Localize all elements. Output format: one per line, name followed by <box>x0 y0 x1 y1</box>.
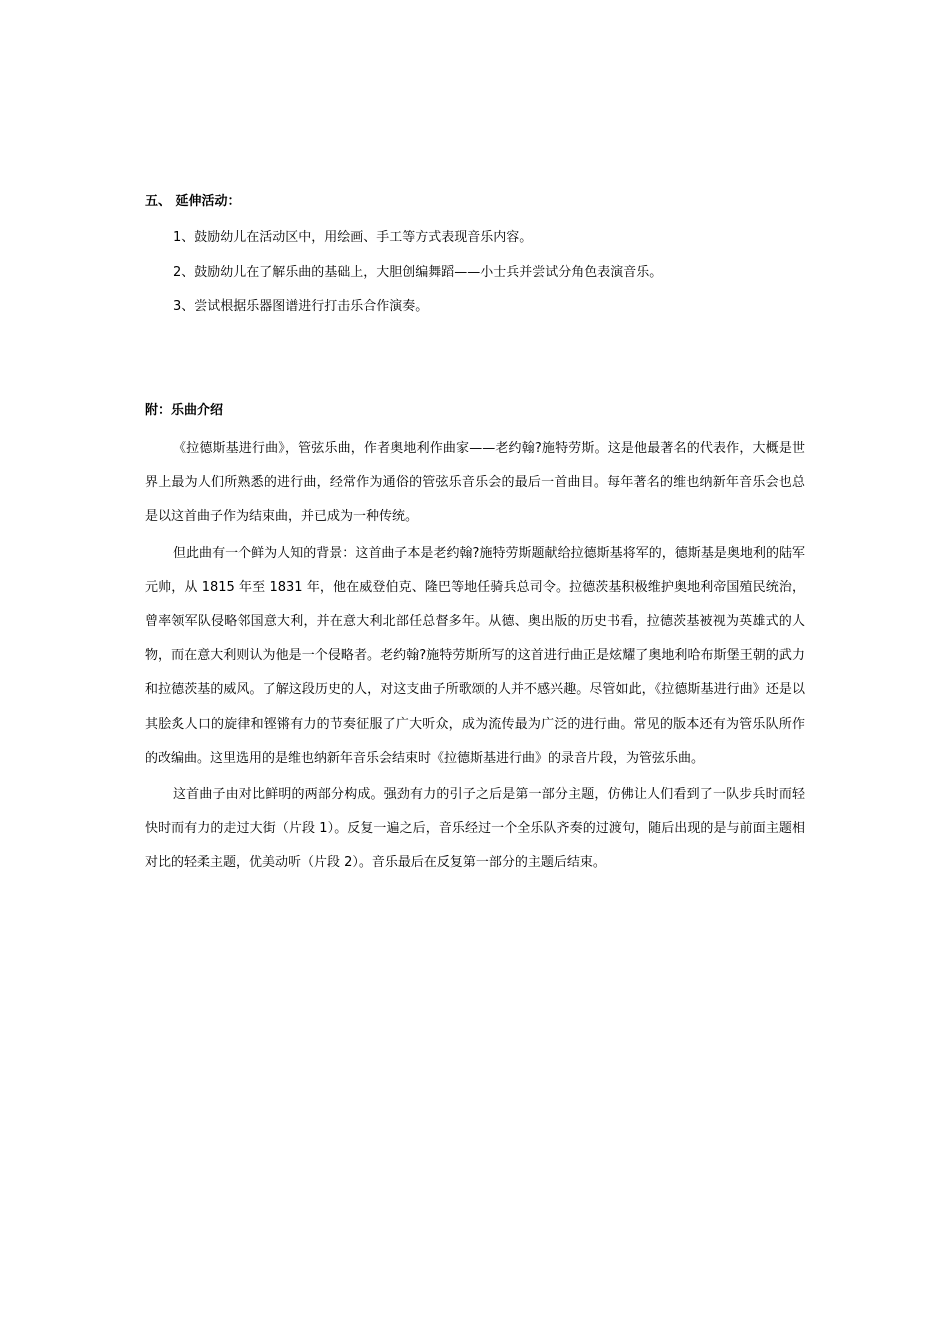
appendix-heading: 附：乐曲介绍 <box>145 403 224 418</box>
intro-paragraph-1: 《拉德斯基进行曲》，管弦乐曲，作者奥地利作曲家——老约翰?施特劳斯。这是他最著名的代表作，大概是世界上最为人们所熟悉的进行曲，经常作为通俗的管弦乐音乐会的最后一首曲目。每年著名的维也纳新年音乐会也总是以这首曲子作为结束曲，并已成为一种传统。 <box>145 441 805 525</box>
extension-item-3: 3、尝试根据乐器图谱进行打击乐合作演奏。 <box>173 299 429 314</box>
extension-item-1: 1、鼓励幼儿在活动区中，用绘画、手工等方式表现音乐内容。 <box>173 230 533 245</box>
intro-paragraph-3: 这首曲子由对比鲜明的两部分构成。强劲有力的引子之后是第一部分主题，仿佛让人们看到了一队步兵时而轻快时而有力的走过大街（片段 1）。反复一遍之后，音乐经过一个全乐队齐奏的过渡句，随后出现的是与前面主题相对比的轻柔主题，优美动听（片段 2）。音乐最后在反复第一部分的主题后结束。 <box>145 787 805 871</box>
extension-item-2: 2、鼓励幼儿在了解乐曲的基础上，大胆创编舞蹈——小士兵并尝试分角色表演音乐。 <box>173 265 663 280</box>
music-introduction <box>145 432 805 881</box>
intro-paragraph-2: 但此曲有一个鲜为人知的背景：这首曲子本是老约翰?施特劳斯题献给拉德斯基将军的，德斯基是奥地利的陆军元帅，从 1815 年至 1831 年，他在威登伯克、隆巴等地任骑兵总司令。拉德茨基积极维护奥地利帝国殖民统治，曾率领军队侵略邻国意大利，并在意大利北部任总督多年。从德、奥出版的历史书看，拉德茨基被视为英雄式的人物，而在意大利则认为他是一个侵略者。老约翰?施特劳斯所写的这首进行曲正是炫耀了奥地利哈布斯堡王朝的武力和拉德茨基的威风。了解这段历史的人，对这支曲子所歌颂的人并不感兴趣。尽管如此，《拉德斯基进行曲》还是以其脍炙人口的旋律和铿锵有力的节奏征服了广大听众，成为流传最为广泛的进行曲。常见的版本还有为管乐队所作的改编曲。这里选用的是维也纳新年音乐会结束时《拉德斯基进行曲》的录音片段，为管弦乐曲。 <box>145 545 805 766</box>
extension-activity-heading: 五、 延伸活动： <box>145 194 241 209</box>
